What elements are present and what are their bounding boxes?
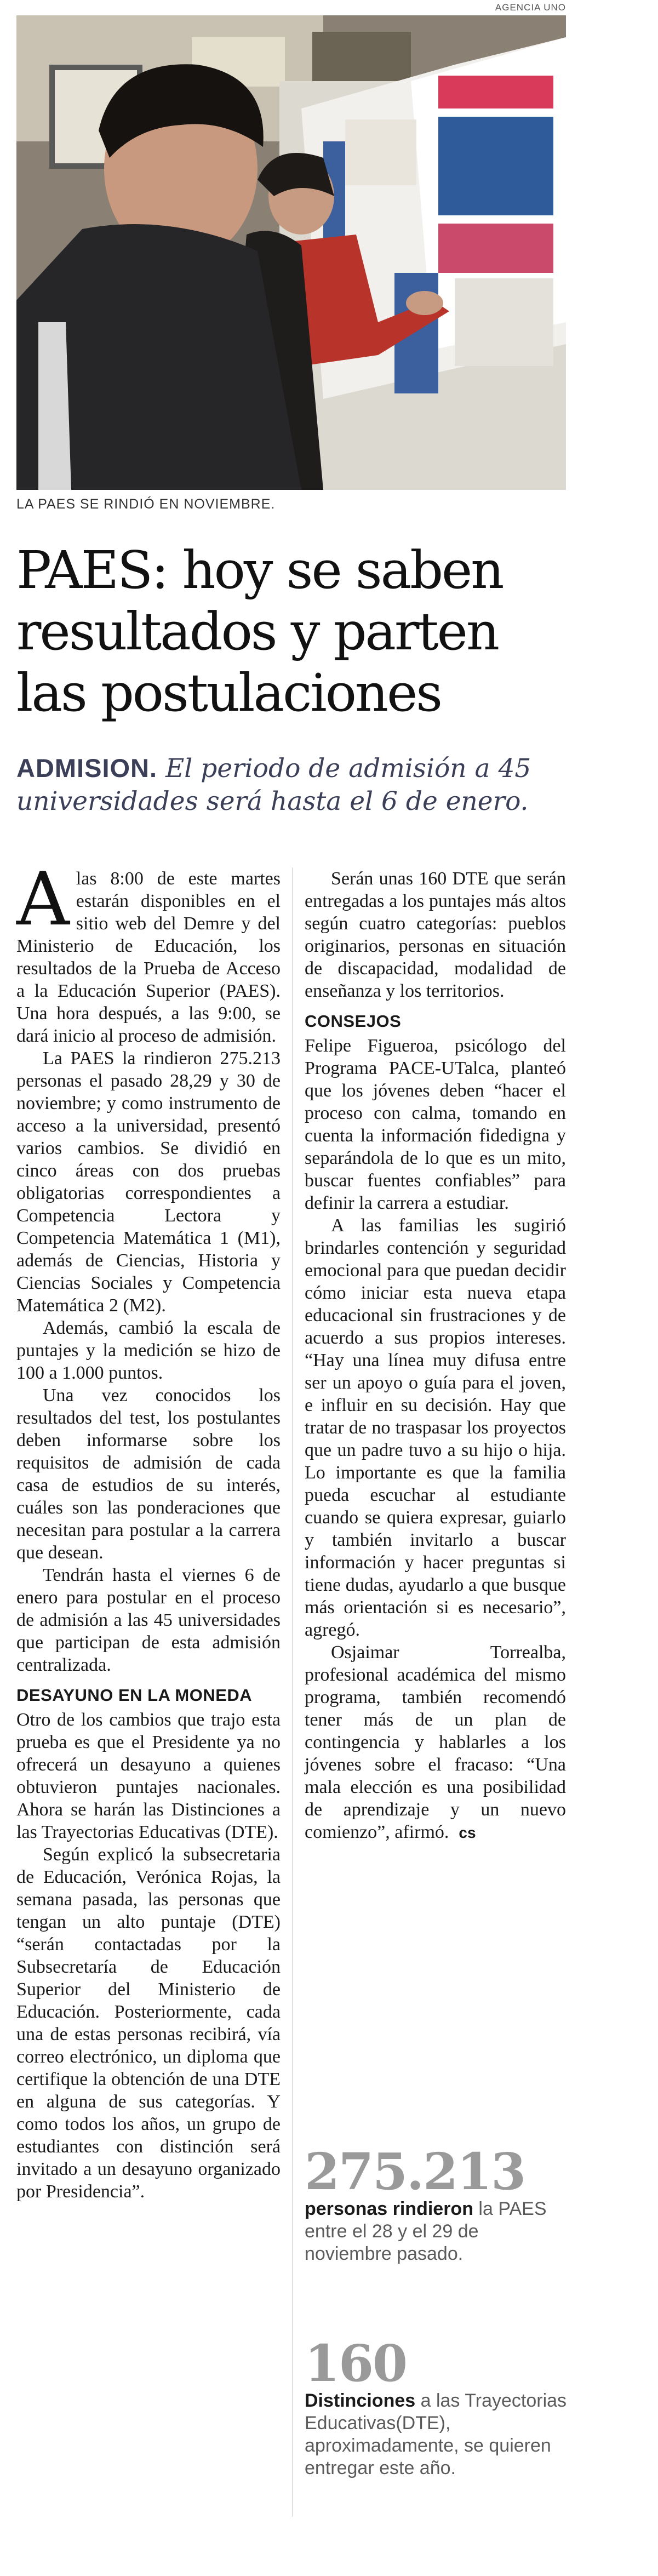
paragraph: La PAES la rindieron 275.213 personas el pasado 28,29 y 30 de noviembre; y como instrumento de acceso a la universidad, presentó varios cambios. Se dividió en cinco áreas con dos pruebas obligatorias correspondientes a Competencia Lectora y Competencia Matemática 1 (M1), además de Ciencias, Historia y Ciencias Sociales y Competencia Matemática 2 (M2).: [16, 1048, 281, 1316]
lede-text: El periodo de admisión a 45 universidades será hasta el 6 de enero.: [16, 753, 531, 816]
paragraph: Además, cambió la escala de puntajes y la medición se hizo de 100 a 1.000 puntos.: [16, 1318, 281, 1383]
section-heading: CONSEJOS: [305, 1012, 402, 1031]
paragraph-text: las 8:00 de este martes estarán disponibles en el sitio web del Demre y del Ministerio de Educación, los resultados de la Prueba de Acceso a la Educación Superior (PAES). Una hora después, a las 9:00, se dará inicio al proceso de admisión.: [16, 869, 281, 1046]
stat-bold: Distinciones: [305, 2390, 416, 2411]
article-column-2: [305, 867, 566, 1844]
section-heading: DESAYUNO EN LA MONEDA: [16, 1686, 253, 1705]
stat-number: 160: [305, 2334, 407, 2393]
paragraph: Una vez conocidos los resultados del test, los postulantes deben informarse sobre los requisitos de admisión de cada casa de estudios de su interés, cuáles son las ponderaciones que necesitan para postular a la carrera que desean.: [16, 1385, 281, 1563]
paragraph: [16, 856, 281, 1047]
stat-box-participants: [305, 2142, 568, 2265]
stat-desc: la PAES entre el 28 y el 29 de noviembre pasado.: [305, 2198, 547, 2264]
drop-cap: A: [16, 856, 70, 942]
stat-bold: personas rindieron: [305, 2198, 473, 2219]
column-divider: [292, 867, 293, 2517]
news-photo: [16, 15, 566, 490]
photo-credit: AGENCIA UNO: [495, 2, 566, 13]
lede: [16, 752, 570, 818]
paragraph: A las familias les sugirió brindarles contención y seguridad emocional para que puedan decidir cómo iniciar esta nueva etapa educacional sin frustraciones y de acuerdo a sus propios intereses. “Hay una línea muy difusa entre ser un apoyo o guía para el joven, e influir en su decisión. Hay que tratar de no traspasar los proyectos que un padre tuvo a su hijo o hija. Lo importante es que la familia pueda escuchar al estudiante cuando se quiera expresar, guiarlo y también invitarlo a buscar información y hacer preguntas si tiene dudas, ayudarlo a que busque más orientación si es necesario”, agregó.: [305, 1215, 566, 1640]
paragraph: Según explicó la subsecretaria de Educación, Verónica Rojas, la semana pasada, las personas que tengan un alto puntaje (DTE) “serán contactadas por la Subsecretaría de Educación Superior del Ministerio de Educación. Posteriormente, cada una de estas personas recibirá, vía correo electrónico, un diploma que certifique la obtención de una DTE en alguna de sus categorías. Y como todos los años, un grupo de estudiantes con distinción será invitado a un desayuno organizado por Presidencia”.: [16, 1844, 281, 2202]
lede-kicker: ADMISION.: [16, 753, 158, 782]
paragraph: Otro de los cambios que trajo esta prueba es que el Presidente ya no ofrecerá un desayuno a quienes obtuvieron puntajes nacionales. Ahora se harán las Distinciones a las Trayectorias Educativas (DTE).: [16, 1710, 281, 1842]
headline: PAES: hoy se saben resultados y parten las postulaciones: [16, 540, 503, 723]
paragraph-text: Osjaimar Torrealba, profesional académica del mismo programa, también recomendó tener más de un plan de contingencia y hablarles a los jóvenes sobre el fracaso: “Una mala elección es una posibilidad de aprendizaje y un nuevo comienzo”, afirmó.: [305, 1642, 566, 1842]
article-column-1: [16, 856, 281, 2203]
paragraph: [305, 1641, 566, 1844]
stat-number: 275.213: [305, 2142, 525, 2201]
paragraph: Serán unas 160 DTE que serán entregadas a los puntajes más altos según cuatro categorías: pueblos originarios, personas en situación de discapacidad, modalidad de enseñanza y los territorios.: [305, 869, 566, 1001]
paragraph: Felipe Figueroa, psicólogo del Programa PACE-UTalca, planteó que los jóvenes deben “hacer el proceso con calma, tomando en cuenta la información fidedigna y separándola de lo que es un mito, buscar fuentes confiables” para definir la carrera a estudiar.: [305, 1036, 566, 1213]
photo-caption: LA PAES SE RINDIÓ EN NOVIEMBRE.: [16, 496, 276, 512]
photo-illustration: [16, 15, 566, 490]
stat-box-distinctions: [305, 2334, 568, 2480]
stat-desc: a las Trayectorias Educativas(DTE), aproximadamente, se quieren entregar este año.: [305, 2390, 567, 2478]
paragraph: Tendrán hasta el viernes 6 de enero para postular en el proceso de admisión a las 45 universidades que participan de esta admisión centralizada.: [16, 1565, 281, 1675]
stat-text: [305, 2390, 568, 2480]
stat-text: [305, 2198, 568, 2265]
end-mark: cs: [459, 1824, 476, 1841]
